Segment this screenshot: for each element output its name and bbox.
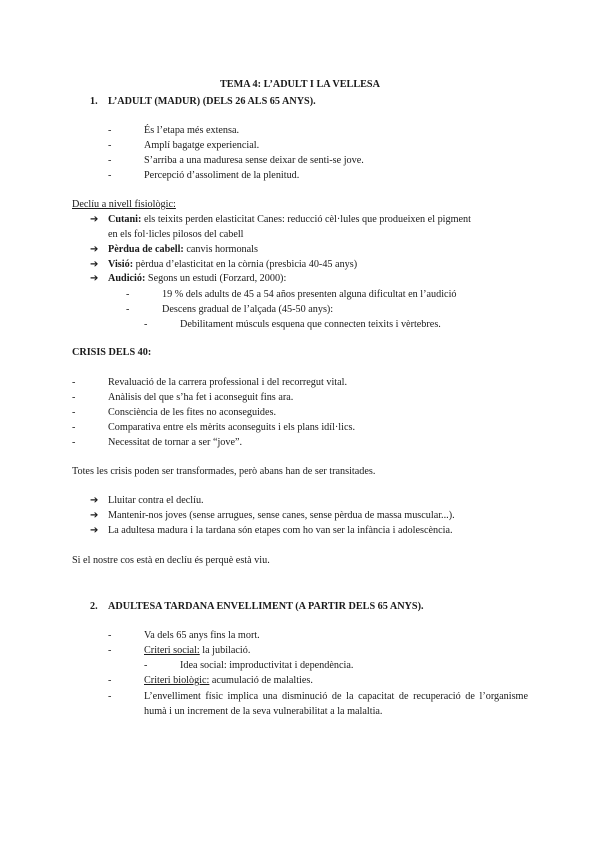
section-2-heading: ADULTESA TARDANA ENVELLIMENT (A PARTIR DELS 65 ANYS). — [108, 601, 424, 612]
list-item: La adultesa madura i la tardana són etapes com ho van ser la infància i adolescència. — [108, 525, 453, 536]
list-item: - Amplí bagatge experiencial. — [144, 139, 259, 152]
perdua-label: Pèrdua de cabell: — [108, 244, 184, 255]
list-item: - Anàlisis del que s’ha fet i aconseguit fins ara. — [108, 391, 293, 404]
perdua-line — [108, 243, 258, 256]
arrow-icon: ➔ — [90, 525, 99, 536]
list-item: - Necessitat de tornar a ser “jove”. — [108, 436, 242, 449]
list-item — [144, 674, 313, 687]
arrow-icon: ➔ — [90, 214, 99, 225]
bio-text: acumulació de malalties. — [209, 675, 313, 686]
arrow-icon: ➔ — [90, 273, 99, 284]
social-text: la jubilació. — [199, 645, 251, 656]
perdua-text: canvis hormonals — [183, 244, 258, 255]
visio-text: pèrdua d’elasticitat en la còrnia (presbicia 40-45 anys) — [133, 259, 358, 270]
crisis-heading: CRISIS DELS 40: — [72, 347, 152, 358]
list-item: - Va dels 65 anys fins la mort. — [144, 629, 260, 642]
list-item: - Percepció d’assoliment de la plenitud. — [144, 169, 299, 182]
audicio-text: Segons un estudi (Forzard, 2000): — [145, 273, 287, 284]
arrow-icon: ➔ — [90, 510, 99, 521]
list-item: - Comparativa entre els mèrits aconseguits i els plans idíl·lics. — [108, 421, 355, 434]
list-item — [144, 644, 250, 657]
arrow-icon: ➔ — [90, 244, 99, 255]
list-item: - Debilitament músculs esquena que connecten teixits i vèrtebres. — [180, 318, 441, 331]
list-item: Mantenir-nos joves (sense arrugues, sense canes, sense pèrdua de massa muscular...). — [108, 510, 455, 521]
list-item: - Revaluació de la carrera professional i del recorregut vital. — [108, 376, 347, 389]
list-item: - Consciència de les fites no aconseguides. — [108, 406, 276, 419]
cutani-line — [108, 213, 471, 226]
section-1-number: 1. — [90, 96, 98, 107]
list-item: - 19 % dels adults de 45 a 54 años presenten alguna dificultat en l’audició — [162, 288, 457, 301]
bio-label: Criteri biològic: — [144, 675, 210, 686]
decline-heading: Declíu a nivell fisiològic: — [72, 199, 176, 210]
arrow-icon: ➔ — [90, 259, 99, 270]
closing-paragraph: Si el nostre cos està en declíu és perquè està viu. — [72, 555, 270, 566]
visio-line — [108, 258, 357, 271]
cutani-text-continued: en els fol·licles pilosos del cabell — [108, 229, 244, 240]
list-item: - Descens gradual de l’alçada (45-50 anys): — [162, 303, 333, 316]
section-1-heading: L’ADULT (MADUR) (DELS 26 ALS 65 ANYS). — [108, 96, 316, 107]
cutani-text: els teixits perden elasticitat Canes: reducció cèl·lules que produeixen el pigment — [141, 214, 471, 225]
list-item: - Idea social: improductivitat i dependència. — [180, 659, 353, 672]
list-item: - És l’etapa més extensa. — [144, 124, 239, 137]
crisis-paragraph: Totes les crisis poden ser transformades, però abans han de ser transitades. — [72, 466, 376, 477]
cutani-label: Cutani: — [108, 214, 142, 225]
section-2-number: 2. — [90, 601, 98, 612]
list-item: - L’envelliment físic implica una disminució de la capacitat de recuperació de l’organisme humà i un increment de la seva vulnerabilitat a la malaltia. — [144, 689, 528, 719]
list-item: Lluitar contra el declíu. — [108, 495, 204, 506]
arrow-icon: ➔ — [90, 495, 99, 506]
social-label: Criteri social: — [144, 645, 200, 656]
list-item: - S’arriba a una maduresa sense deixar de senti-se jove. — [144, 154, 364, 167]
audicio-label: Audició: — [108, 273, 146, 284]
document-title: TEMA 4: L’ADULT I LA VELLESA — [220, 79, 380, 90]
audicio-line — [108, 272, 286, 285]
visio-label: Visió: — [108, 259, 134, 270]
